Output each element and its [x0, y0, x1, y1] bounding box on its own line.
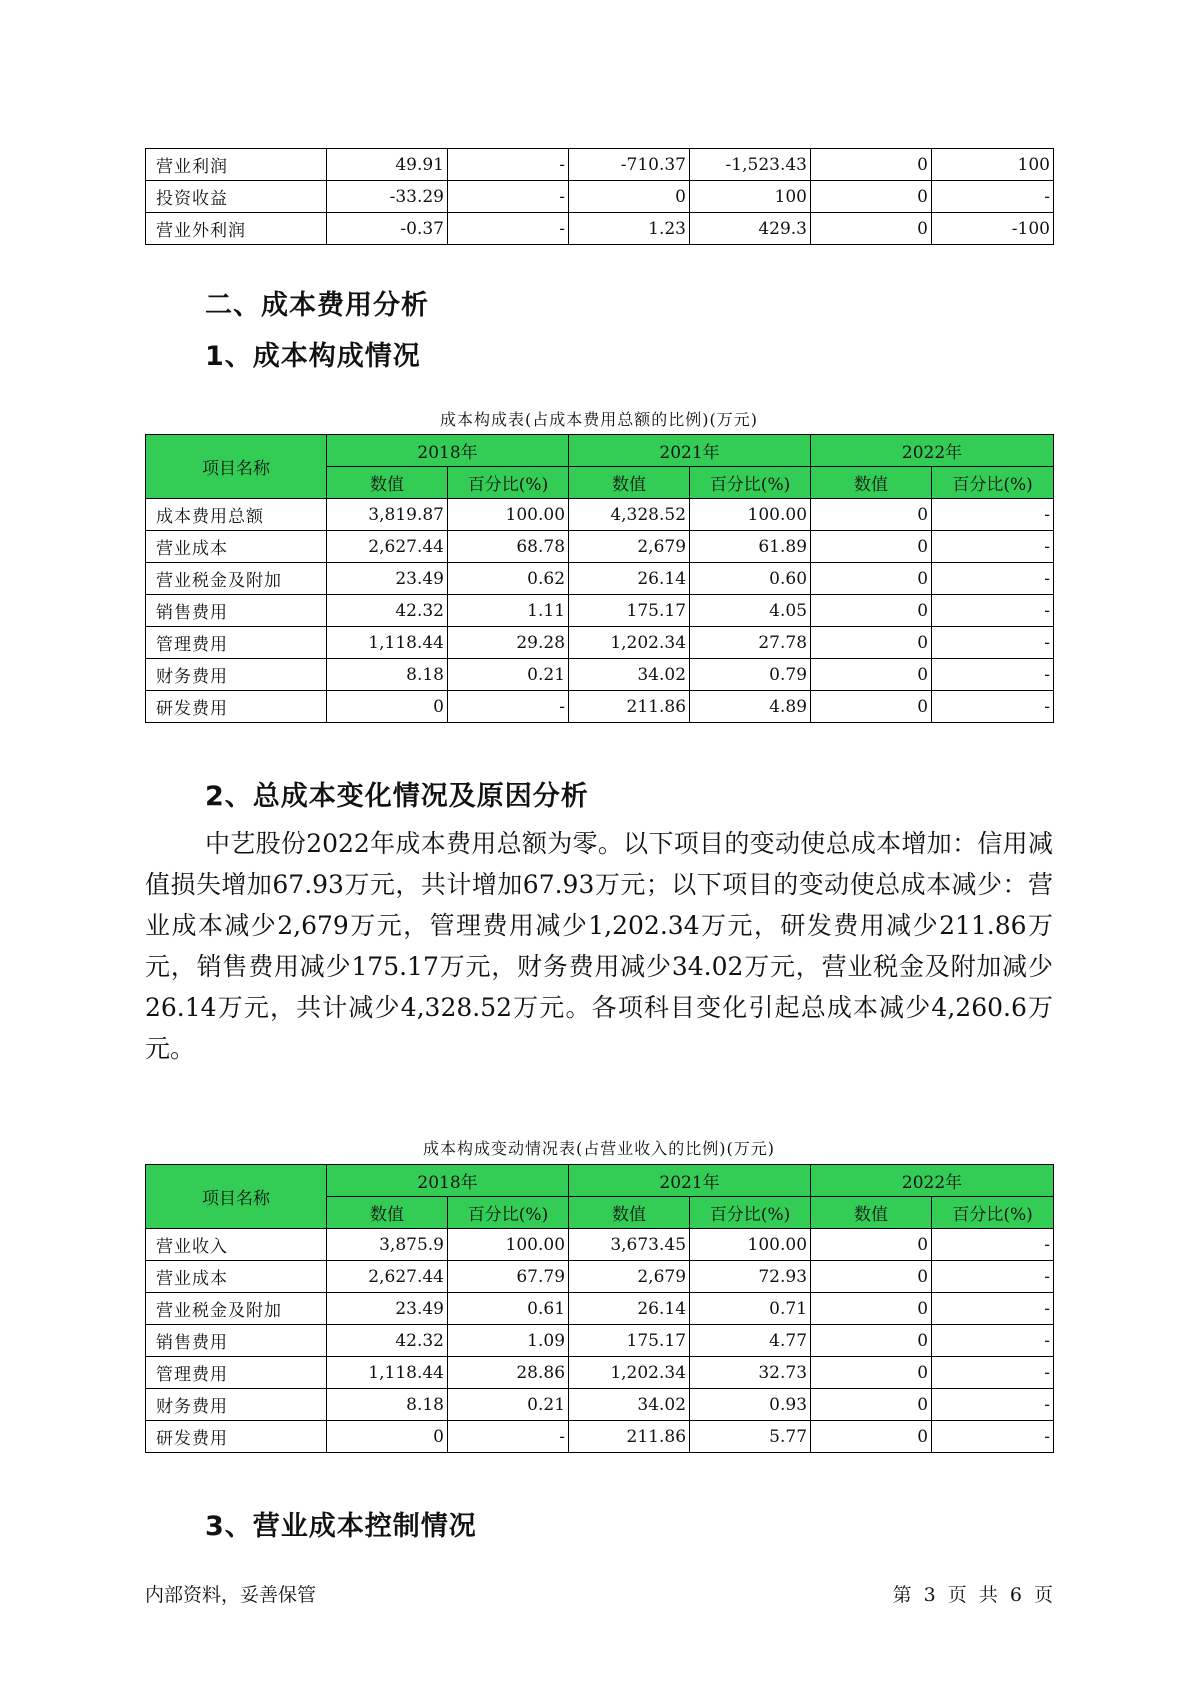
header-year-2022: 2022年: [811, 1165, 1054, 1197]
header-value: 数值: [811, 1197, 932, 1229]
cell-value: -: [932, 563, 1054, 595]
header-percent: 百分比(%): [690, 1197, 811, 1229]
cell-value: 211.86: [569, 1421, 690, 1453]
subsection-heading-2: 2、总成本变化情况及原因分析: [205, 781, 589, 812]
cell-value: 2,679: [569, 1261, 690, 1293]
cell-value: 0: [811, 1261, 932, 1293]
cell-value: -: [448, 181, 569, 213]
row-label: 营业收入: [146, 1229, 327, 1261]
cell-value: -: [932, 691, 1054, 723]
header-value: 数值: [327, 1197, 448, 1229]
cell-value: 23.49: [327, 563, 448, 595]
cell-value: -: [932, 1261, 1054, 1293]
cell-value: 1.09: [448, 1325, 569, 1357]
row-label: 营业成本: [146, 1261, 327, 1293]
cell-value: 0: [811, 181, 932, 213]
table-row: [146, 531, 1054, 563]
row-label: 营业利润: [146, 149, 327, 181]
cell-value: 34.02: [569, 659, 690, 691]
cell-value: 68.78: [448, 531, 569, 563]
cell-value: 3,819.87: [327, 499, 448, 531]
cell-value: 3,673.45: [569, 1229, 690, 1261]
cell-value: 0.71: [690, 1293, 811, 1325]
footer-confidential-note: 内部资料，妥善保管: [145, 1584, 317, 1606]
cell-value: -: [932, 1293, 1054, 1325]
cell-value: 429.3: [690, 213, 811, 245]
header-percent: 百分比(%): [932, 467, 1054, 499]
cell-value: -: [448, 213, 569, 245]
cell-value: 100: [690, 181, 811, 213]
row-label: 管理费用: [146, 627, 327, 659]
table-row: [146, 149, 1054, 181]
cell-value: 100.00: [690, 499, 811, 531]
cell-value: -: [448, 691, 569, 723]
analysis-paragraph: 中艺股份2022年成本费用总额为零。以下项目的变动使总成本增加：信用减值损失增加67.93万元，共计增加67.93万元；以下项目的变动使总成本减少：营业成本减少2,679万元，管理费用减少1,202.34万元，研发费用减少211.86万元，销售费用减少175.17万元，财务费用减少34.02万元，营业税金及附加减少26.14万元，共计减少4,328.52万元。各项科目变化引起总成本减少4,260.6万元。: [145, 829, 1053, 1063]
row-label: 营业税金及附加: [146, 563, 327, 595]
cell-value: 0.79: [690, 659, 811, 691]
table2-caption: 成本构成变动情况表(占营业收入的比例)(万元): [423, 1139, 775, 1158]
cell-value: -33.29: [327, 181, 448, 213]
row-label: 营业税金及附加: [146, 1293, 327, 1325]
table-row: [146, 563, 1054, 595]
header-item-name: 项目名称: [146, 435, 327, 499]
cell-value: -0.37: [327, 213, 448, 245]
header-year-2021: 2021年: [569, 1165, 811, 1197]
cell-value: -: [932, 1357, 1054, 1389]
cost-change-table: [145, 1164, 1054, 1453]
cell-value: 8.18: [327, 659, 448, 691]
cell-value: 100.00: [690, 1229, 811, 1261]
cell-value: 42.32: [327, 595, 448, 627]
cell-value: 1,118.44: [327, 627, 448, 659]
cell-value: 23.49: [327, 1293, 448, 1325]
cell-value: 1.11: [448, 595, 569, 627]
cell-value: 0.60: [690, 563, 811, 595]
table-row: [146, 1261, 1054, 1293]
cell-value: 1,202.34: [569, 1357, 690, 1389]
cell-value: 0.61: [448, 1293, 569, 1325]
row-label: 销售费用: [146, 595, 327, 627]
cell-value: -: [932, 181, 1054, 213]
row-label: 财务费用: [146, 1389, 327, 1421]
cell-value: 0: [811, 1293, 932, 1325]
cell-value: -: [932, 531, 1054, 563]
header-value: 数值: [569, 467, 690, 499]
cell-value: 0: [811, 691, 932, 723]
cell-value: 175.17: [569, 1325, 690, 1357]
cell-value: 0: [811, 595, 932, 627]
cell-value: 0.21: [448, 1389, 569, 1421]
cell-value: 2,627.44: [327, 1261, 448, 1293]
header-year-2018: 2018年: [327, 435, 569, 467]
table-row: [146, 1325, 1054, 1357]
cell-value: 61.89: [690, 531, 811, 563]
cell-value: 67.79: [448, 1261, 569, 1293]
cell-value: -: [932, 1389, 1054, 1421]
section-heading: 二、成本费用分析: [205, 290, 429, 321]
table-row: [146, 1389, 1054, 1421]
header-value: 数值: [569, 1197, 690, 1229]
subsection-heading-1: 1、成本构成情况: [205, 341, 421, 372]
cell-value: 0: [811, 1325, 932, 1357]
cell-value: 0: [811, 531, 932, 563]
cell-value: 0.62: [448, 563, 569, 595]
cell-value: 2,627.44: [327, 531, 448, 563]
cell-value: 100.00: [448, 499, 569, 531]
header-year-2018: 2018年: [327, 1165, 569, 1197]
row-label: 营业成本: [146, 531, 327, 563]
cell-value: -: [448, 149, 569, 181]
cell-value: -: [932, 1421, 1054, 1453]
cell-value: 0: [327, 1421, 448, 1453]
cell-value: 4.77: [690, 1325, 811, 1357]
table-row: [146, 1293, 1054, 1325]
cell-value: 100: [932, 149, 1054, 181]
header-percent: 百分比(%): [932, 1197, 1054, 1229]
cell-value: 32.73: [690, 1357, 811, 1389]
table-row: [146, 1357, 1054, 1389]
cell-value: 0: [811, 563, 932, 595]
cell-value: 28.86: [448, 1357, 569, 1389]
table-row: [146, 499, 1054, 531]
cell-value: 0.21: [448, 659, 569, 691]
cell-value: 0: [811, 1357, 932, 1389]
cell-value: -: [932, 627, 1054, 659]
table-row: [146, 1421, 1054, 1453]
table-row: [146, 691, 1054, 723]
row-label: 销售费用: [146, 1325, 327, 1357]
header-percent: 百分比(%): [690, 467, 811, 499]
cell-value: -: [932, 595, 1054, 627]
row-label: 财务费用: [146, 659, 327, 691]
cell-value: 4,328.52: [569, 499, 690, 531]
cell-value: -: [932, 659, 1054, 691]
cell-value: 175.17: [569, 595, 690, 627]
cell-value: 8.18: [327, 1389, 448, 1421]
cell-value: 1,118.44: [327, 1357, 448, 1389]
row-label: 管理费用: [146, 1357, 327, 1389]
cell-value: 0: [811, 499, 932, 531]
table-row: [146, 659, 1054, 691]
subsection-heading-3: 3、营业成本控制情况: [205, 1511, 477, 1542]
cell-value: -100: [932, 213, 1054, 245]
cell-value: 72.93: [690, 1261, 811, 1293]
cell-value: 1,202.34: [569, 627, 690, 659]
table-row: [146, 181, 1054, 213]
header-year-2022: 2022年: [811, 435, 1054, 467]
cell-value: 3,875.9: [327, 1229, 448, 1261]
footer-page-number: 第 3 页 共 6 页: [892, 1584, 1053, 1606]
cell-value: 4.05: [690, 595, 811, 627]
row-label: 研发费用: [146, 691, 327, 723]
row-label: 成本费用总额: [146, 499, 327, 531]
cell-value: 2,679: [569, 531, 690, 563]
cell-value: -710.37: [569, 149, 690, 181]
cell-value: -: [448, 1421, 569, 1453]
cell-value: 0: [811, 627, 932, 659]
cost-structure-table: [145, 434, 1054, 723]
cell-value: 49.91: [327, 149, 448, 181]
cell-value: -: [932, 499, 1054, 531]
cell-value: 0: [811, 659, 932, 691]
cell-value: 26.14: [569, 1293, 690, 1325]
cell-value: 0: [327, 691, 448, 723]
header-value: 数值: [327, 467, 448, 499]
row-label: 营业外利润: [146, 213, 327, 245]
cell-value: 0.93: [690, 1389, 811, 1421]
cell-value: 0: [811, 1421, 932, 1453]
header-value: 数值: [811, 467, 932, 499]
table-row: [146, 627, 1054, 659]
cell-value: 0: [811, 1389, 932, 1421]
header-percent: 百分比(%): [448, 1197, 569, 1229]
cell-value: 100.00: [448, 1229, 569, 1261]
table-row: [146, 595, 1054, 627]
row-label: 研发费用: [146, 1421, 327, 1453]
table-row: [146, 1229, 1054, 1261]
cell-value: 5.77: [690, 1421, 811, 1453]
cell-value: 26.14: [569, 563, 690, 595]
table1-caption: 成本构成表(占成本费用总额的比例)(万元): [440, 410, 758, 429]
cell-value: 4.89: [690, 691, 811, 723]
cell-value: 0: [569, 181, 690, 213]
header-item-name: 项目名称: [146, 1165, 327, 1229]
cell-value: 42.32: [327, 1325, 448, 1357]
cell-value: -: [932, 1229, 1054, 1261]
table-row: [146, 213, 1054, 245]
cell-value: 27.78: [690, 627, 811, 659]
profit-table: [145, 148, 1054, 245]
cell-value: -1,523.43: [690, 149, 811, 181]
cell-value: 0: [811, 149, 932, 181]
header-year-2021: 2021年: [569, 435, 811, 467]
cell-value: 1.23: [569, 213, 690, 245]
header-percent: 百分比(%): [448, 467, 569, 499]
cell-value: -: [932, 1325, 1054, 1357]
cell-value: 29.28: [448, 627, 569, 659]
cell-value: 0: [811, 1229, 932, 1261]
cell-value: 211.86: [569, 691, 690, 723]
cell-value: 0: [811, 213, 932, 245]
cell-value: 34.02: [569, 1389, 690, 1421]
row-label: 投资收益: [146, 181, 327, 213]
